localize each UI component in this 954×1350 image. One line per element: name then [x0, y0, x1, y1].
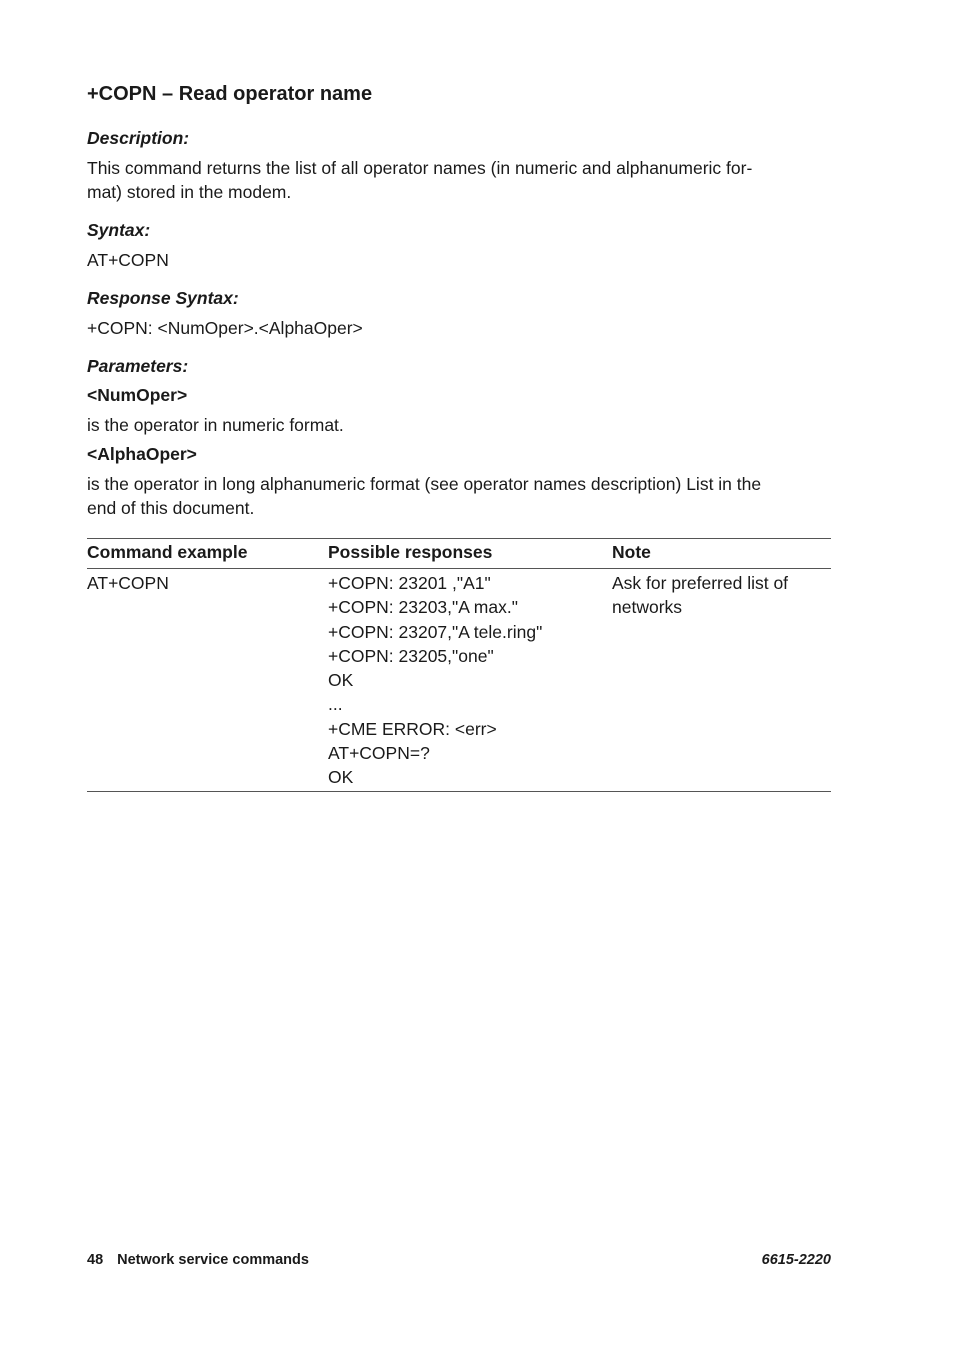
description-line-2: mat) stored in the modem. — [87, 182, 292, 202]
table-header-possible-responses: Possible responses — [328, 542, 493, 562]
table-header-row — [87, 539, 831, 569]
response-line: +CME ERROR: <err> — [328, 718, 497, 739]
note-line-2: networks — [612, 597, 683, 618]
note-line-1: Ask for preferred list of — [612, 573, 789, 593]
page-footer — [87, 1252, 831, 1272]
table-cell-command — [87, 571, 169, 595]
parameters-label: Parameters: — [87, 356, 189, 376]
syntax-value: AT+COPN — [87, 250, 169, 270]
param-description-alphaoper-line-2: end of this document. — [87, 498, 255, 518]
table-header-note: Note — [612, 542, 651, 562]
description-label: Description: — [87, 128, 190, 148]
param-description-alphaoper-line-1: is the operator in long alphanumeric format (see operator names description) List in the — [87, 474, 762, 494]
table-cell-responses — [328, 571, 542, 790]
footer-page-number: 48 — [87, 1252, 104, 1268]
response-line: +COPN: 23207,"A tele.ring" — [328, 621, 543, 642]
page-title: +COPN – Read operator name — [87, 83, 373, 105]
response-line: AT+COPN=? — [328, 743, 430, 764]
syntax-label: Syntax: — [87, 220, 151, 240]
response-line: +COPN: 23201 ,"A1" — [328, 573, 491, 593]
description-line-1: This command returns the list of all operator names (in numeric and alphanumeric for- — [87, 158, 753, 178]
response-line: +COPN: 23203,"A max." — [328, 597, 518, 618]
command-example-text: AT+COPN — [87, 573, 169, 593]
table-cell-note — [612, 571, 788, 620]
response-syntax-value: +COPN: <NumOper>.<AlphaOper> — [87, 318, 363, 338]
response-line: OK — [328, 767, 354, 788]
param-name-alphaoper: <AlphaOper> — [87, 444, 197, 464]
param-description-numoper: is the operator in numeric format. — [87, 415, 344, 435]
param-name-numoper: <NumOper> — [87, 385, 188, 405]
response-syntax-label: Response Syntax: — [87, 288, 239, 308]
response-line: OK — [328, 670, 354, 691]
footer-doc-number: 6615-2220 — [761, 1252, 831, 1268]
footer-left — [87, 1252, 309, 1268]
response-line: ... — [328, 694, 343, 715]
description-text — [87, 156, 831, 204]
table-header-command-example: Command example — [87, 542, 248, 562]
param-description-alphaoper — [87, 472, 831, 520]
command-example-table — [87, 538, 831, 792]
response-line: +COPN: 23205,"one" — [328, 645, 494, 666]
footer-section-title: Network service commands — [117, 1252, 309, 1268]
